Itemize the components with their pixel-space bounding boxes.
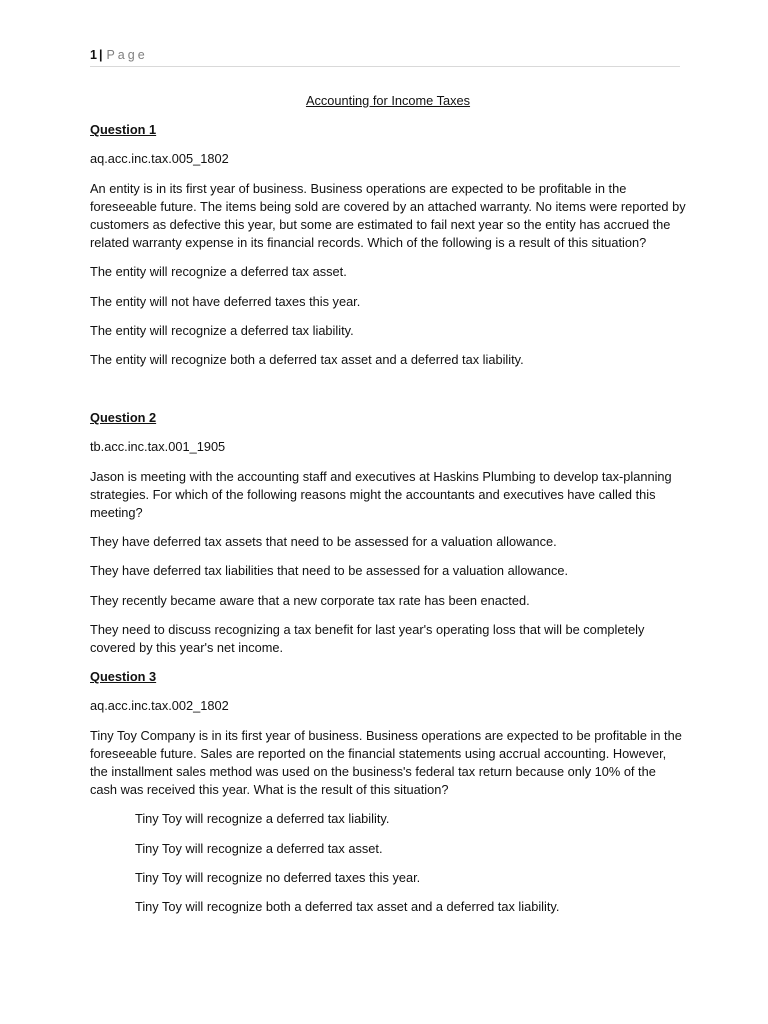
question-stem: An entity is in its first year of business. Business operations are expected to be profitable in the foreseeable future. The items being sold are covered by an attached warranty. No items were reported by customers as defective this year, but some are estimated to fail next year so the entity has accrued the related warranty expense in its financial records. Which of the following is a result of this situation? [90,180,686,251]
answer-option: The entity will recognize both a deferred tax asset and a deferred tax liability. [90,352,524,368]
answer-option: Tiny Toy will recognize no deferred taxes this year. [135,869,421,885]
answer-option: The entity will not have deferred taxes this year. [90,293,361,309]
question-stem: Jason is meeting with the accounting staff and executives at Haskins Plumbing to develop tax-planning strategies. For which of the following reasons might the accountants and executives have called this meeting? [90,468,672,521]
question-block-1 [90,121,686,369]
answer-option: The entity will recognize a deferred tax liability. [90,322,354,338]
page-label: Page [106,48,148,62]
answer-option: Tiny Toy will recognize a deferred tax liability. [135,811,390,827]
answer-option: Tiny Toy will recognize a deferred tax asset. [135,840,383,856]
document-title: Accounting for Income Taxes [305,93,471,108]
page-header [90,46,680,67]
question-block-2 [90,409,686,657]
answer-option: The entity will recognize a deferred tax asset. [90,264,347,280]
page-number: 1 [90,48,97,62]
question-heading: Question 1 [90,122,157,138]
question-block-3 [90,668,686,916]
question-code: aq.acc.inc.tax.005_1802 [90,151,229,167]
answer-option: Tiny Toy will recognize both a deferred tax asset and a deferred tax liability. [135,899,560,915]
page-separator: | [98,48,103,62]
answer-option: They need to discuss recognizing a tax benefit for last year's operating loss that will be completely covered by this year's net income. [90,621,645,656]
answer-option: They have deferred tax assets that need to be assessed for a valuation allowance. [90,534,557,550]
question-heading: Question 2 [90,410,157,426]
answer-option: They have deferred tax liabilities that need to be assessed for a valuation allowance. [90,563,569,579]
question-heading: Question 3 [90,669,157,685]
answer-option: They recently became aware that a new corporate tax rate has been enacted. [90,592,530,608]
question-stem: Tiny Toy Company is in its first year of business. Business operations are expected to be profitable in the foreseeable future. Sales are reported on the financial statements using accrual accounting. However, the installment sales method was used on the business's federal tax return because only 10% of the cash was received this year. What is the result of this situation? [90,727,682,798]
question-code: tb.acc.inc.tax.001_1905 [90,439,226,455]
document-body [90,92,686,927]
question-code: aq.acc.inc.tax.002_1802 [90,698,229,714]
spacer [90,380,686,409]
